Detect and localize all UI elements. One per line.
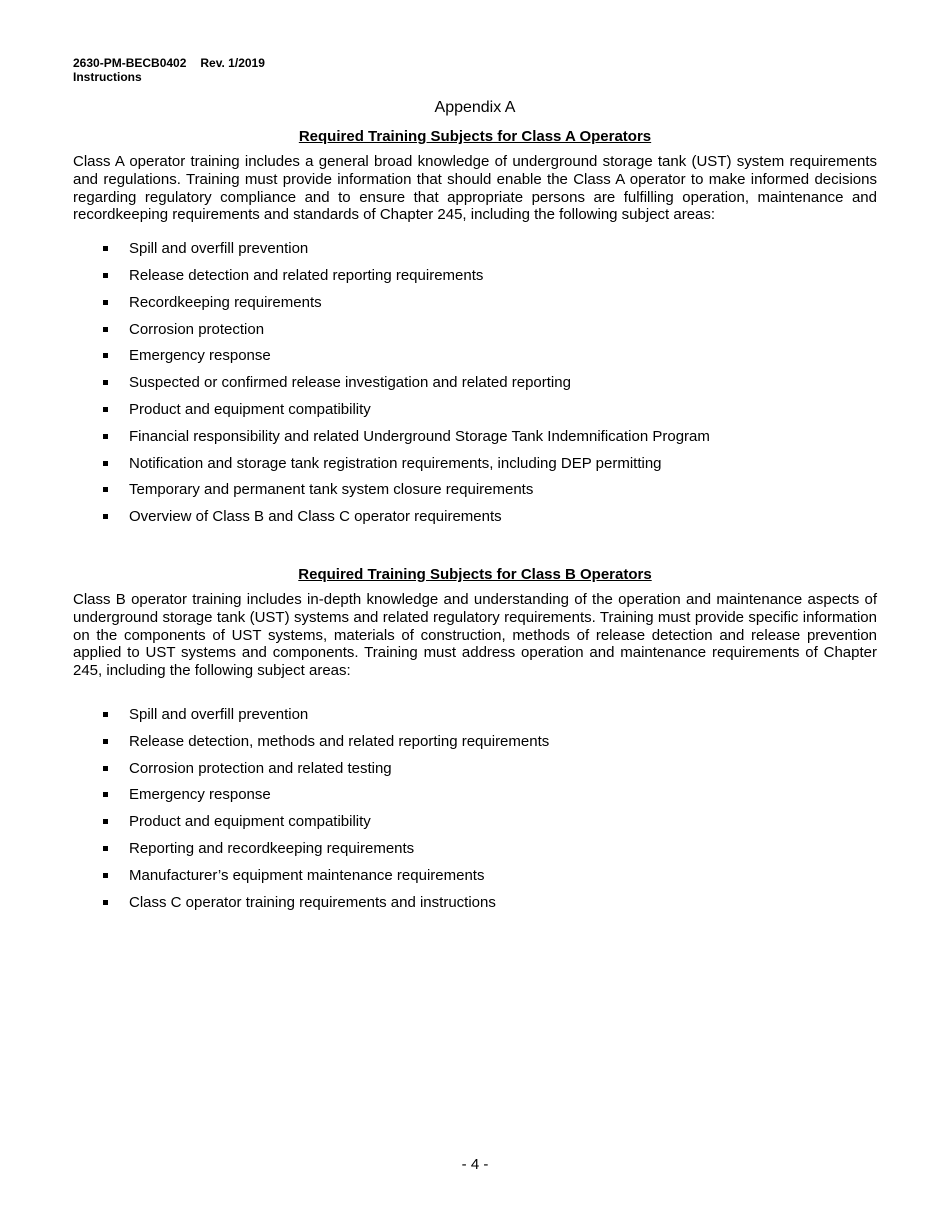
list-item-text: Temporary and permanent tank system closure requirements [129, 481, 534, 499]
doc-type: Instructions [73, 70, 142, 84]
bullet-square-icon [103, 434, 108, 439]
bullet-square-icon [103, 487, 108, 492]
bullet-square-icon [103, 353, 108, 358]
list-item-text: Notification and storage tank registration requirements, including DEP permitting [129, 454, 662, 472]
list-item [73, 508, 877, 535]
list-item [73, 481, 877, 508]
list-item-text: Spill and overfill prevention [129, 240, 309, 258]
list-item-text: Product and equipment compatibility [129, 813, 371, 831]
list-item [73, 401, 877, 428]
bullet-square-icon [103, 846, 108, 851]
list-item [73, 867, 877, 894]
bullet-square-icon [103, 873, 108, 878]
bullet-square-icon [103, 900, 108, 905]
list-item [73, 894, 877, 921]
bullet-square-icon [103, 712, 108, 717]
list-item [73, 786, 877, 813]
list-item-text: Reporting and recordkeeping requirements [129, 839, 415, 857]
section-a-list [73, 240, 877, 535]
bullet-square-icon [103, 300, 108, 305]
bullet-square-icon [103, 461, 108, 466]
bullet-square-icon [103, 273, 108, 278]
appendix-title: Appendix A [434, 99, 516, 116]
list-item-text: Manufacturer’s equipment maintenance requirements [129, 866, 485, 884]
list-item-text: Product and equipment compatibility [129, 400, 371, 418]
bullet-square-icon [103, 819, 108, 824]
list-item [73, 455, 877, 482]
list-item [73, 294, 877, 321]
revision: Rev. 1/2019 [200, 56, 265, 70]
list-item-text: Overview of Class B and Class C operator requirements [129, 508, 502, 526]
list-item-text: Spill and overfill prevention [129, 705, 309, 723]
section-b-list [73, 706, 877, 920]
list-item-text: Emergency response [129, 347, 271, 365]
list-item [73, 733, 877, 760]
bullet-square-icon [103, 514, 108, 519]
list-item [73, 267, 877, 294]
list-item [73, 321, 877, 348]
list-item [73, 760, 877, 787]
section-a-heading: Required Training Subjects for Class A Operators [298, 128, 652, 145]
bullet-square-icon [103, 792, 108, 797]
bullet-square-icon [103, 380, 108, 385]
document-header [73, 56, 265, 84]
list-item [73, 428, 877, 455]
bullet-square-icon [103, 739, 108, 744]
bullet-square-icon [103, 246, 108, 251]
page-number: - 4 - [461, 1156, 489, 1173]
bullet-square-icon [103, 766, 108, 771]
list-item-text: Release detection, methods and related reporting requirements [129, 732, 550, 750]
list-item-text: Class C operator training requirements and instructions [129, 893, 496, 911]
list-item-text: Release detection and related reporting requirements [129, 266, 484, 284]
form-code: 2630-PM-BECB0402 [73, 56, 187, 70]
form-code-line [73, 56, 265, 70]
list-item-text: Financial responsibility and related Underground Storage Tank Indemnification Program [129, 427, 710, 445]
list-item-text: Suspected or confirmed release investigation and related reporting [129, 374, 571, 392]
list-item [73, 706, 877, 733]
list-item [73, 347, 877, 374]
list-item [73, 240, 877, 267]
section-b-paragraph: Class B operator training includes in-depth knowledge and understanding of the operation and maintenance aspects of underground storage tank (UST) systems and related regulatory requirements. Training must provide specific information on the components of UST systems, materials of construction, methods of release detection and release prevention applied to UST systems and components. Training must address operation and maintenance requirements of Chapter 245, including the following subject areas: [73, 591, 877, 680]
bullet-square-icon [103, 407, 108, 412]
section-class-a [73, 128, 877, 535]
list-item-text: Corrosion protection and related testing [129, 759, 392, 777]
list-item [73, 840, 877, 867]
list-item-text: Corrosion protection [129, 320, 265, 338]
section-class-b [73, 566, 877, 920]
section-a-paragraph: Class A operator training includes a general broad knowledge of underground storage tank (UST) system requirements and regulations. Training must provide information that should enable the Class A operator to make informed decisions regarding regulatory compliance and to ensure that appropriate persons are fulfilling operation, maintenance and recordkeeping requirements and standards of Chapter 245, including the following subject areas: [73, 153, 877, 224]
section-b-heading: Required Training Subjects for Class B Operators [298, 566, 652, 583]
list-item [73, 813, 877, 840]
list-item [73, 374, 877, 401]
list-item-text: Recordkeeping requirements [129, 293, 322, 311]
list-item-text: Emergency response [129, 786, 271, 804]
bullet-square-icon [103, 327, 108, 332]
